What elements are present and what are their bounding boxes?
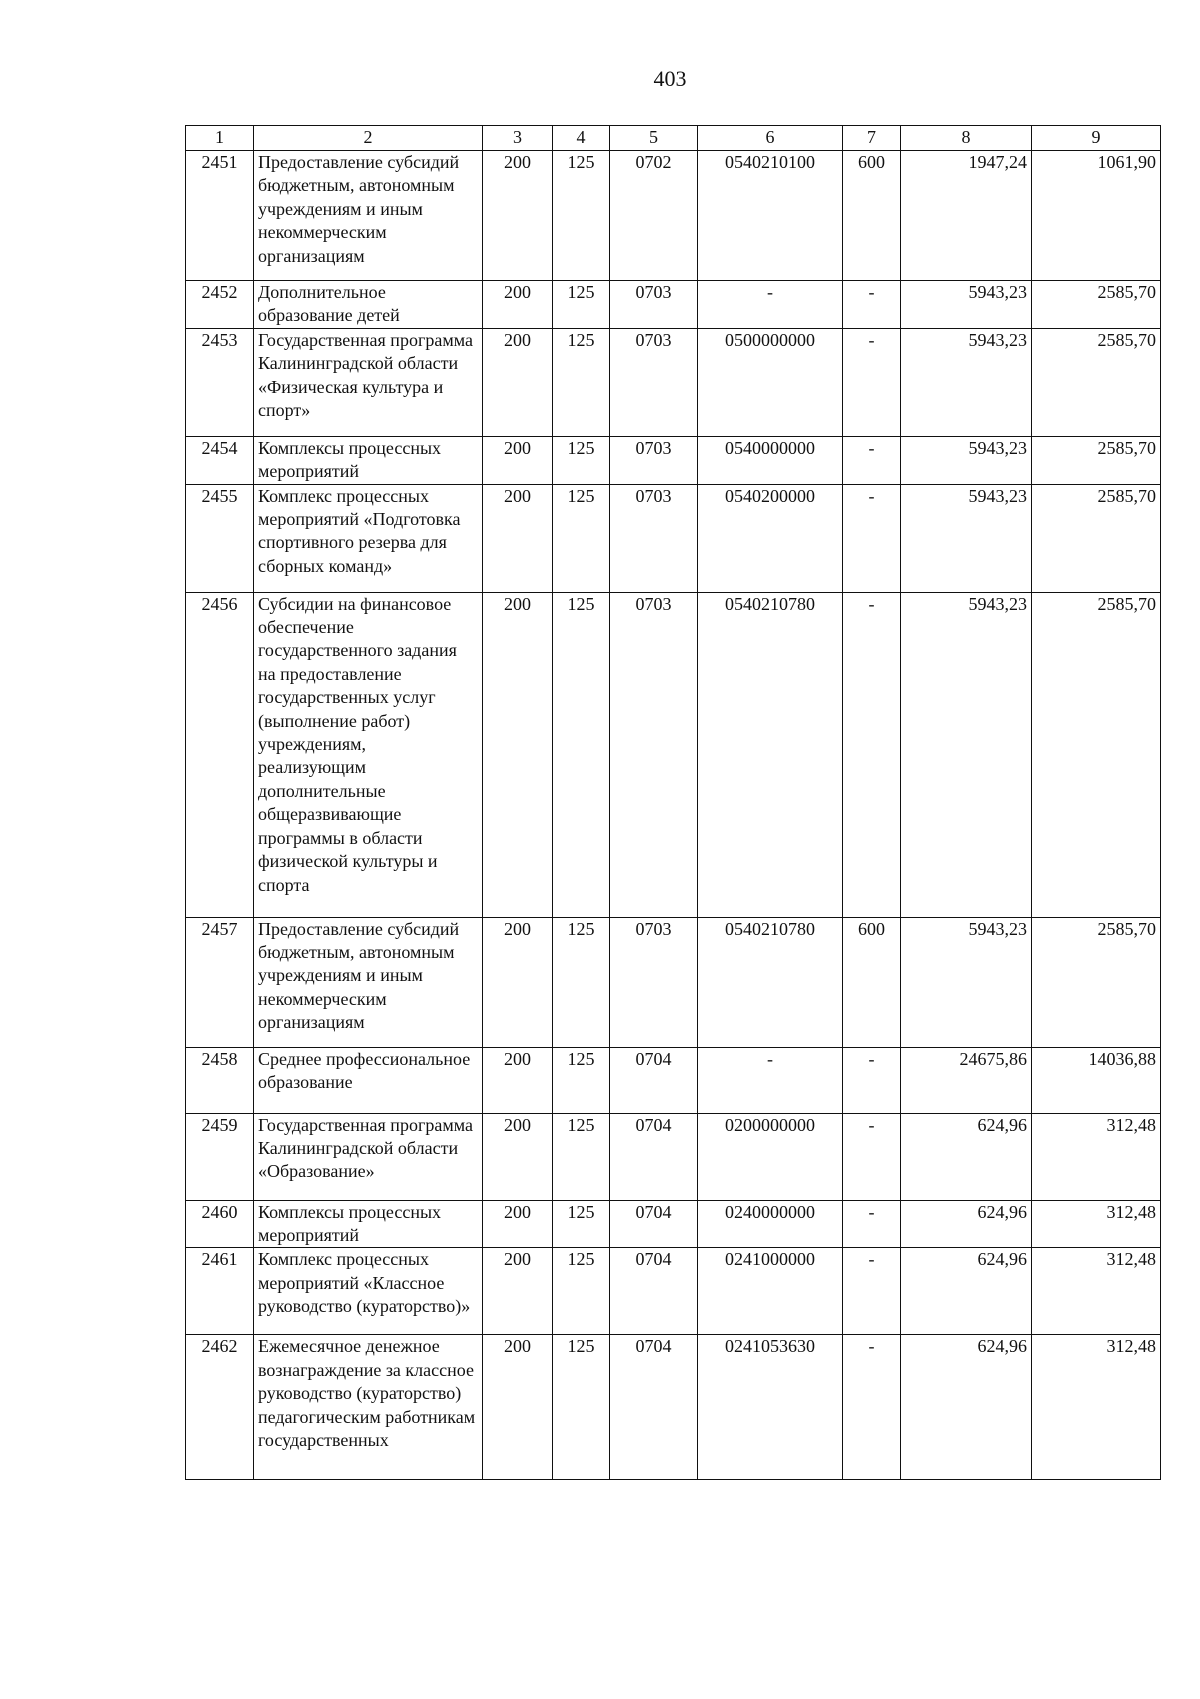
table-body [186,151,1161,1480]
col3-value: 200 [483,1047,553,1113]
expense-type-code: - [843,1335,901,1480]
row-number: 2457 [186,917,254,1047]
col4-value: 125 [553,281,610,329]
col3-value: 200 [483,1335,553,1480]
col4-value: 125 [553,484,610,592]
amount-col8: 5943,23 [901,328,1032,436]
section-code: 0703 [610,484,698,592]
row-name: Ежемесячное денежное вознаграждение за классное руководство (кураторство) педагогическим работникам государственных [254,1335,483,1480]
column-header-row [186,126,1161,151]
row-name: Комплекс процессных мероприятий «Подготовка спортивного резерва для сборных команд» [254,484,483,592]
target-article-code: 0540210780 [698,592,843,917]
page-number: 403 [653,66,687,91]
section-code: 0702 [610,151,698,281]
target-article-code: 0241053630 [698,1335,843,1480]
col3-value: 200 [483,1113,553,1200]
row-number: 2459 [186,1113,254,1200]
col3-value: 200 [483,1248,553,1335]
table-row [186,484,1161,592]
amount-col9: 2585,70 [1032,917,1161,1047]
amount-col8: 5943,23 [901,592,1032,917]
amount-col9: 2585,70 [1032,436,1161,484]
amount-col8: 624,96 [901,1200,1032,1248]
row-name: Предоставление субсидий бюджетным, автономным учреждениям и иным некоммерческим организациям [254,917,483,1047]
table-row [186,1200,1161,1248]
table-row [186,328,1161,436]
col3-value: 200 [483,917,553,1047]
table-row [186,1047,1161,1113]
col4-value: 125 [553,592,610,917]
table-row [186,1335,1161,1480]
table-row [186,592,1161,917]
col4-value: 125 [553,328,610,436]
target-article-code: 0200000000 [698,1113,843,1200]
column-header-8: 8 [901,126,1032,151]
expense-type-code: - [843,436,901,484]
amount-col9: 2585,70 [1032,281,1161,329]
target-article-code: 0540210780 [698,917,843,1047]
amount-col8: 5943,23 [901,281,1032,329]
row-name: Государственная программа Калининградской области «Образование» [254,1113,483,1200]
row-name: Дополнительное образование детей [254,281,483,329]
amount-col8: 5943,23 [901,484,1032,592]
row-name: Субсидии на финансовое обеспечение государственного задания на предоставление государственных услуг (выполнение работ) учреждениям, реализующим дополнительные общеразвивающие программы в области физической культуры и спорта [254,592,483,917]
amount-col8: 624,96 [901,1248,1032,1335]
amount-col8: 624,96 [901,1335,1032,1480]
amount-col9: 312,48 [1032,1200,1161,1248]
amount-col9: 312,48 [1032,1335,1161,1480]
target-article-code: 0240000000 [698,1200,843,1248]
expense-type-code: - [843,1113,901,1200]
target-article-code: 0241000000 [698,1248,843,1335]
expense-type-code: - [843,592,901,917]
section-code: 0704 [610,1047,698,1113]
row-name: Комплекс процессных мероприятий «Классное руководство (кураторство)» [254,1248,483,1335]
row-name: Предоставление субсидий бюджетным, автономным учреждениям и иным некоммерческим организациям [254,151,483,281]
column-header-7: 7 [843,126,901,151]
row-name: Государственная программа Калининградской области «Физическая культура и спорт» [254,328,483,436]
amount-col9: 2585,70 [1032,592,1161,917]
budget-table [185,125,1161,1480]
table-row [186,281,1161,329]
row-number: 2456 [186,592,254,917]
col4-value: 125 [553,1113,610,1200]
target-article-code: 0500000000 [698,328,843,436]
col4-value: 125 [553,917,610,1047]
col4-value: 125 [553,436,610,484]
column-header-4: 4 [553,126,610,151]
expense-type-code: 600 [843,151,901,281]
col3-value: 200 [483,592,553,917]
row-name: Комплексы процессных мероприятий [254,1200,483,1248]
amount-col9: 1061,90 [1032,151,1161,281]
amount-col9: 312,48 [1032,1113,1161,1200]
col4-value: 125 [553,1047,610,1113]
col3-value: 200 [483,1200,553,1248]
col3-value: 200 [483,151,553,281]
column-header-5: 5 [610,126,698,151]
target-article-code: - [698,281,843,329]
target-article-code: 0540000000 [698,436,843,484]
row-name: Комплексы процессных мероприятий [254,436,483,484]
row-name: Среднее профессиональное образование [254,1047,483,1113]
table-row [186,1113,1161,1200]
amount-col8: 5943,23 [901,436,1032,484]
col3-value: 200 [483,328,553,436]
row-number: 2458 [186,1047,254,1113]
expense-type-code: - [843,328,901,436]
section-code: 0704 [610,1200,698,1248]
col3-value: 200 [483,281,553,329]
col3-value: 200 [483,436,553,484]
column-header-6: 6 [698,126,843,151]
row-number: 2452 [186,281,254,329]
section-code: 0703 [610,917,698,1047]
section-code: 0703 [610,592,698,917]
row-number: 2451 [186,151,254,281]
column-header-1: 1 [186,126,254,151]
table-row [186,1248,1161,1335]
table-row [186,151,1161,281]
section-code: 0704 [610,1113,698,1200]
section-code: 0704 [610,1335,698,1480]
col4-value: 125 [553,1248,610,1335]
amount-col9: 312,48 [1032,1248,1161,1335]
amount-col9: 2585,70 [1032,328,1161,436]
row-number: 2455 [186,484,254,592]
expense-type-code: - [843,1047,901,1113]
col4-value: 125 [553,1335,610,1480]
section-code: 0703 [610,281,698,329]
amount-col9: 2585,70 [1032,484,1161,592]
row-number: 2461 [186,1248,254,1335]
row-number: 2453 [186,328,254,436]
col4-value: 125 [553,151,610,281]
col4-value: 125 [553,1200,610,1248]
target-article-code: 0540200000 [698,484,843,592]
amount-col8: 5943,23 [901,917,1032,1047]
section-code: 0703 [610,328,698,436]
row-number: 2454 [186,436,254,484]
table-row [186,917,1161,1047]
amount-col8: 24675,86 [901,1047,1032,1113]
section-code: 0704 [610,1248,698,1335]
expense-type-code: - [843,1248,901,1335]
amount-col8: 1947,24 [901,151,1032,281]
column-header-9: 9 [1032,126,1161,151]
section-code: 0703 [610,436,698,484]
col3-value: 200 [483,484,553,592]
amount-col8: 624,96 [901,1113,1032,1200]
expense-type-code: - [843,484,901,592]
row-number: 2460 [186,1200,254,1248]
table-row [186,436,1161,484]
column-header-3: 3 [483,126,553,151]
expense-type-code: - [843,281,901,329]
target-article-code: - [698,1047,843,1113]
amount-col9: 14036,88 [1032,1047,1161,1113]
row-number: 2462 [186,1335,254,1480]
expense-type-code: 600 [843,917,901,1047]
column-header-2: 2 [254,126,483,151]
target-article-code: 0540210100 [698,151,843,281]
expense-type-code: - [843,1200,901,1248]
